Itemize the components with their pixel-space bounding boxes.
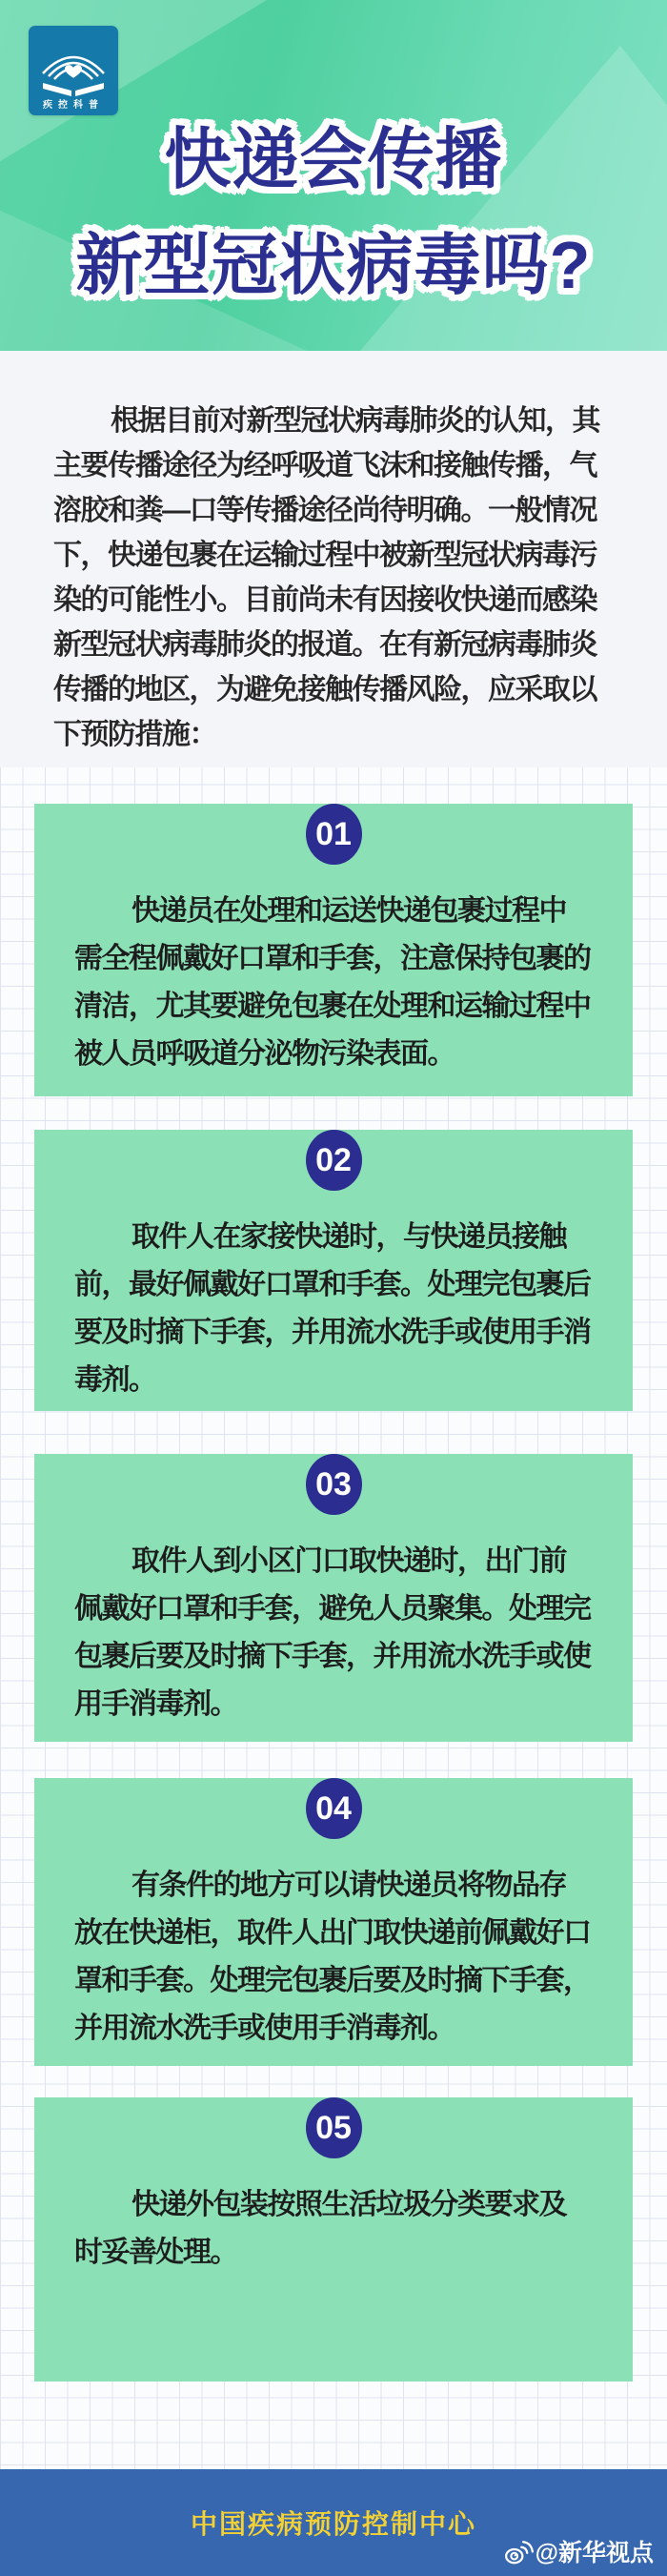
footer-bar (0, 2469, 667, 2576)
title-line-2: 新型冠状病毒吗? (75, 228, 592, 302)
logo-text: 疾控科普 (43, 100, 104, 111)
tip-card-05 (34, 2097, 633, 2382)
tip-card-01 (34, 804, 633, 1096)
tip-card-04 (34, 1778, 633, 2066)
tips-section (0, 804, 667, 2469)
intro-section (0, 351, 667, 767)
tip-text: 取件人到小区门口取快递时，出门前佩戴好口罩和手套，避免人员聚集。处理完包裹后要及时摘下手套，并用流水洗手或使用手消毒剂。 (74, 1545, 591, 1720)
logo-book-rainbow-icon (29, 26, 118, 115)
tip-number: 04 (315, 1789, 352, 1827)
credit-handle: @新华视点 (535, 2540, 654, 2566)
cdc-science-logo (29, 26, 118, 115)
footer-org-name: 中国疾病预防控制中心 (190, 2509, 476, 2539)
header-banner (0, 0, 667, 351)
intro-paragraph: 根据目前对新型冠状病毒肺炎的认知，其主要传播途径为经呼吸道飞沫和接触传播，气溶胶和粪—口等传播途径尚待明确。一般情况下，快递包裹在运输过程中被新型冠状病毒污染的可能性小。目前尚未有因接收快递而感染新型冠状病毒肺炎的报道。在有新冠病毒肺炎传播的地区，为避免接触传播风险，应采取以下预防措施： (53, 405, 599, 750)
tip-number: 03 (315, 1465, 352, 1503)
tip-number: 05 (315, 2109, 352, 2146)
tip-text: 有条件的地方可以请快递员将物品存放在快递柜，取件人出门取快递前佩戴好口罩和手套。处理完包裹后要及时摘下手套，并用流水洗手或使用手消毒剂。 (74, 1870, 591, 2044)
title-line-1: 快递会传播 (164, 122, 503, 196)
tip-card-03 (34, 1454, 633, 1742)
tip-number-badge (306, 1778, 362, 1839)
tip-number-badge (306, 1454, 362, 1515)
tip-text: 取件人在家接快递时，与快递员接触前，最好佩戴好口罩和手套。处理完包裹后要及时摘下手套，并用流水洗手或使用手消毒剂。 (74, 1221, 591, 1396)
tip-number-badge (306, 804, 362, 865)
tip-text: 快递员在处理和运送快递包裹过程中需全程佩戴好口罩和手套，注意保持包裹的清洁，尤其要避免包裹在处理和运输过程中被人员呼吸道分泌物污染表面。 (74, 895, 591, 1070)
tip-number: 02 (315, 1141, 352, 1178)
weibo-credit (503, 2534, 654, 2568)
tip-number-badge (306, 2097, 362, 2158)
tip-number: 01 (315, 815, 352, 852)
tip-card-02 (34, 1130, 633, 1411)
weibo-icon (503, 2538, 532, 2565)
tip-number-badge (306, 1130, 362, 1191)
page-title (0, 107, 667, 318)
tip-text: 快递外包装按照生活垃圾分类要求及时妥善处理。 (74, 2189, 566, 2268)
